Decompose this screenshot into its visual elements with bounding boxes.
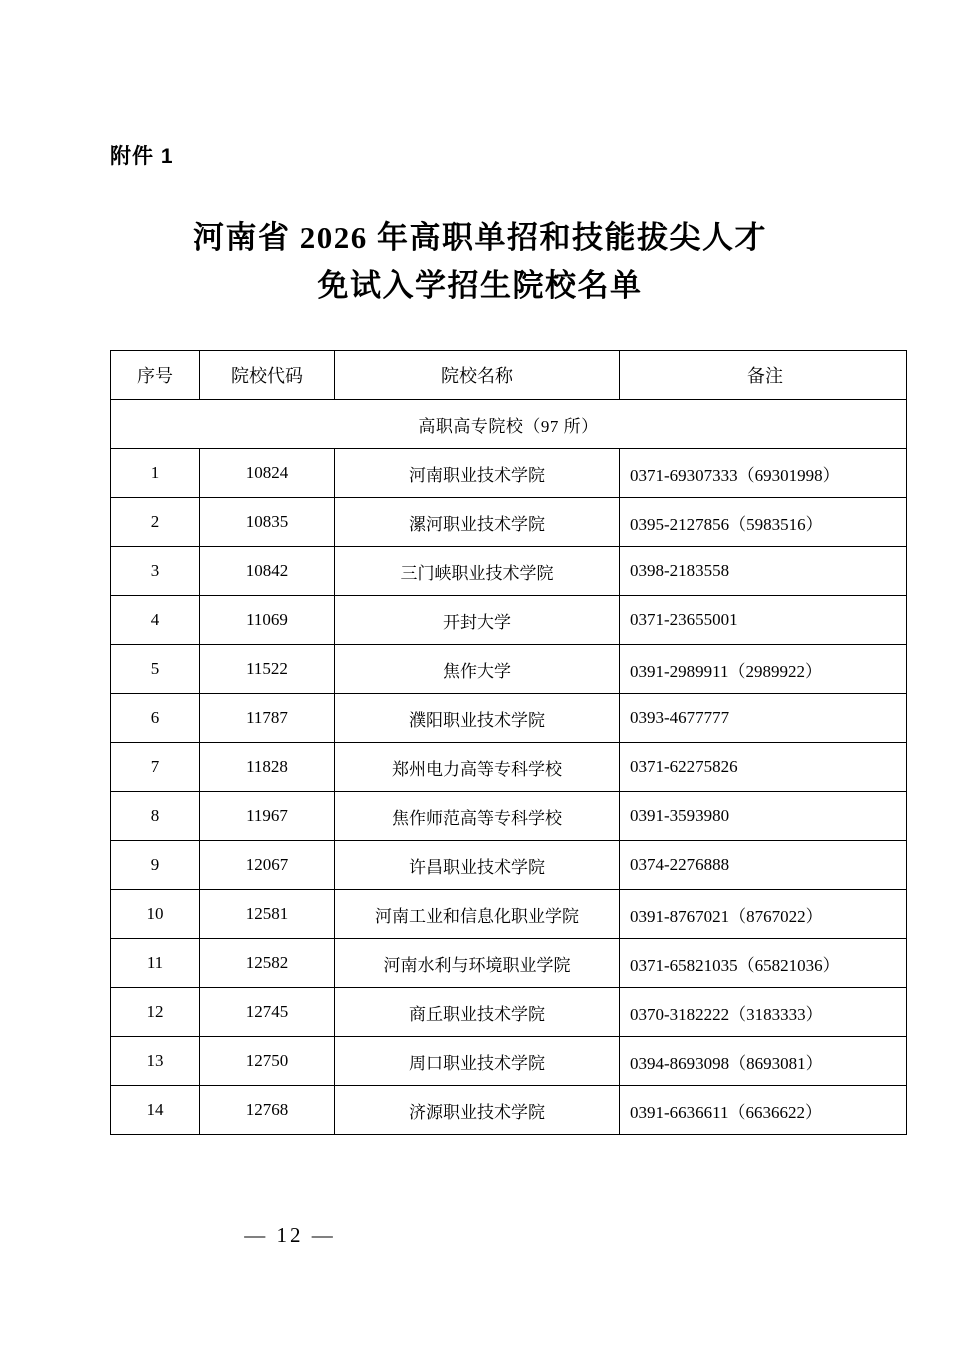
cell-note: 0398-2183558	[620, 547, 907, 596]
cell-code: 12067	[200, 841, 335, 890]
cell-name: 济源职业技术学院	[335, 1086, 620, 1135]
cell-note: 0374-2276888	[620, 841, 907, 890]
cell-note: 0371-23655001	[620, 596, 907, 645]
table-row	[111, 890, 907, 939]
table-section-row	[111, 400, 907, 449]
cell-code: 12745	[200, 988, 335, 1037]
cell-code: 10835	[200, 498, 335, 547]
cell-index: 12	[111, 988, 200, 1037]
table-row	[111, 1086, 907, 1135]
cell-note: 0371-65821035（65821036）	[620, 939, 907, 988]
cell-name: 焦作师范高等专科学校	[335, 792, 620, 841]
cell-code: 10842	[200, 547, 335, 596]
cell-name: 郑州电力高等专科学校	[335, 743, 620, 792]
cell-index: 6	[111, 694, 200, 743]
cell-code: 12582	[200, 939, 335, 988]
cell-index: 14	[111, 1086, 200, 1135]
section-title: 高职高专院校（97 所）	[111, 400, 907, 449]
column-header-note: 备注	[620, 351, 907, 400]
cell-name: 开封大学	[335, 596, 620, 645]
cell-note: 0391-8767021（8767022）	[620, 890, 907, 939]
cell-index: 5	[111, 645, 200, 694]
page-title-line-2: 免试入学招生院校名单	[317, 268, 643, 304]
cell-note: 0395-2127856（5983516）	[620, 498, 907, 547]
cell-name: 周口职业技术学院	[335, 1037, 620, 1086]
column-header-index: 序号	[111, 351, 200, 400]
cell-code: 10824	[200, 449, 335, 498]
page-title-line-1: 河南省 2026 年高职单招和技能拔尖人才	[193, 220, 767, 255]
cell-index: 7	[111, 743, 200, 792]
cell-name: 焦作大学	[335, 645, 620, 694]
table-header-row	[111, 351, 907, 400]
cell-index: 1	[111, 449, 200, 498]
cell-note: 0370-3182222（3183333）	[620, 988, 907, 1037]
cell-note: 0393-4677777	[620, 694, 907, 743]
cell-note: 0391-2989911（2989922）	[620, 645, 907, 694]
cell-index: 3	[111, 547, 200, 596]
table-row	[111, 694, 907, 743]
cell-index: 4	[111, 596, 200, 645]
table-row	[111, 498, 907, 547]
table-row	[111, 645, 907, 694]
cell-note: 0394-8693098（8693081）	[620, 1037, 907, 1086]
cell-name: 河南工业和信息化职业学院	[335, 890, 620, 939]
cell-name: 商丘职业技术学院	[335, 988, 620, 1037]
cell-index: 10	[111, 890, 200, 939]
table-row	[111, 792, 907, 841]
table-row	[111, 841, 907, 890]
attachment-label: 附件 1	[110, 145, 174, 168]
cell-note: 0371-62275826	[620, 743, 907, 792]
cell-name: 许昌职业技术学院	[335, 841, 620, 890]
table-row	[111, 449, 907, 498]
cell-index: 11	[111, 939, 200, 988]
cell-name: 河南职业技术学院	[335, 449, 620, 498]
cell-note: 0371-69307333（69301998）	[620, 449, 907, 498]
column-header-code: 院校代码	[200, 351, 335, 400]
cell-name: 河南水利与环境职业学院	[335, 939, 620, 988]
cell-index: 13	[111, 1037, 200, 1086]
cell-name: 漯河职业技术学院	[335, 498, 620, 547]
cell-index: 2	[111, 498, 200, 547]
table-header	[111, 351, 907, 400]
cell-name: 濮阳职业技术学院	[335, 694, 620, 743]
table-row	[111, 547, 907, 596]
page-number: — 12 —	[244, 1223, 336, 1247]
cell-code: 12768	[200, 1086, 335, 1135]
table-row	[111, 743, 907, 792]
cell-index: 8	[111, 792, 200, 841]
table-row	[111, 596, 907, 645]
cell-code: 11828	[200, 743, 335, 792]
cell-note: 0391-6636611（6636622）	[620, 1086, 907, 1135]
cell-code: 11522	[200, 645, 335, 694]
column-header-name: 院校名称	[335, 351, 620, 400]
cell-code: 11967	[200, 792, 335, 841]
table-row	[111, 988, 907, 1037]
schools-table	[110, 350, 907, 1135]
cell-index: 9	[111, 841, 200, 890]
table-row	[111, 939, 907, 988]
cell-code: 12750	[200, 1037, 335, 1086]
cell-note: 0391-3593980	[620, 792, 907, 841]
page-title	[150, 214, 810, 310]
cell-code: 11787	[200, 694, 335, 743]
cell-code: 11069	[200, 596, 335, 645]
cell-code: 12581	[200, 890, 335, 939]
table-row	[111, 1037, 907, 1086]
table-body	[111, 400, 907, 1135]
cell-name: 三门峡职业技术学院	[335, 547, 620, 596]
